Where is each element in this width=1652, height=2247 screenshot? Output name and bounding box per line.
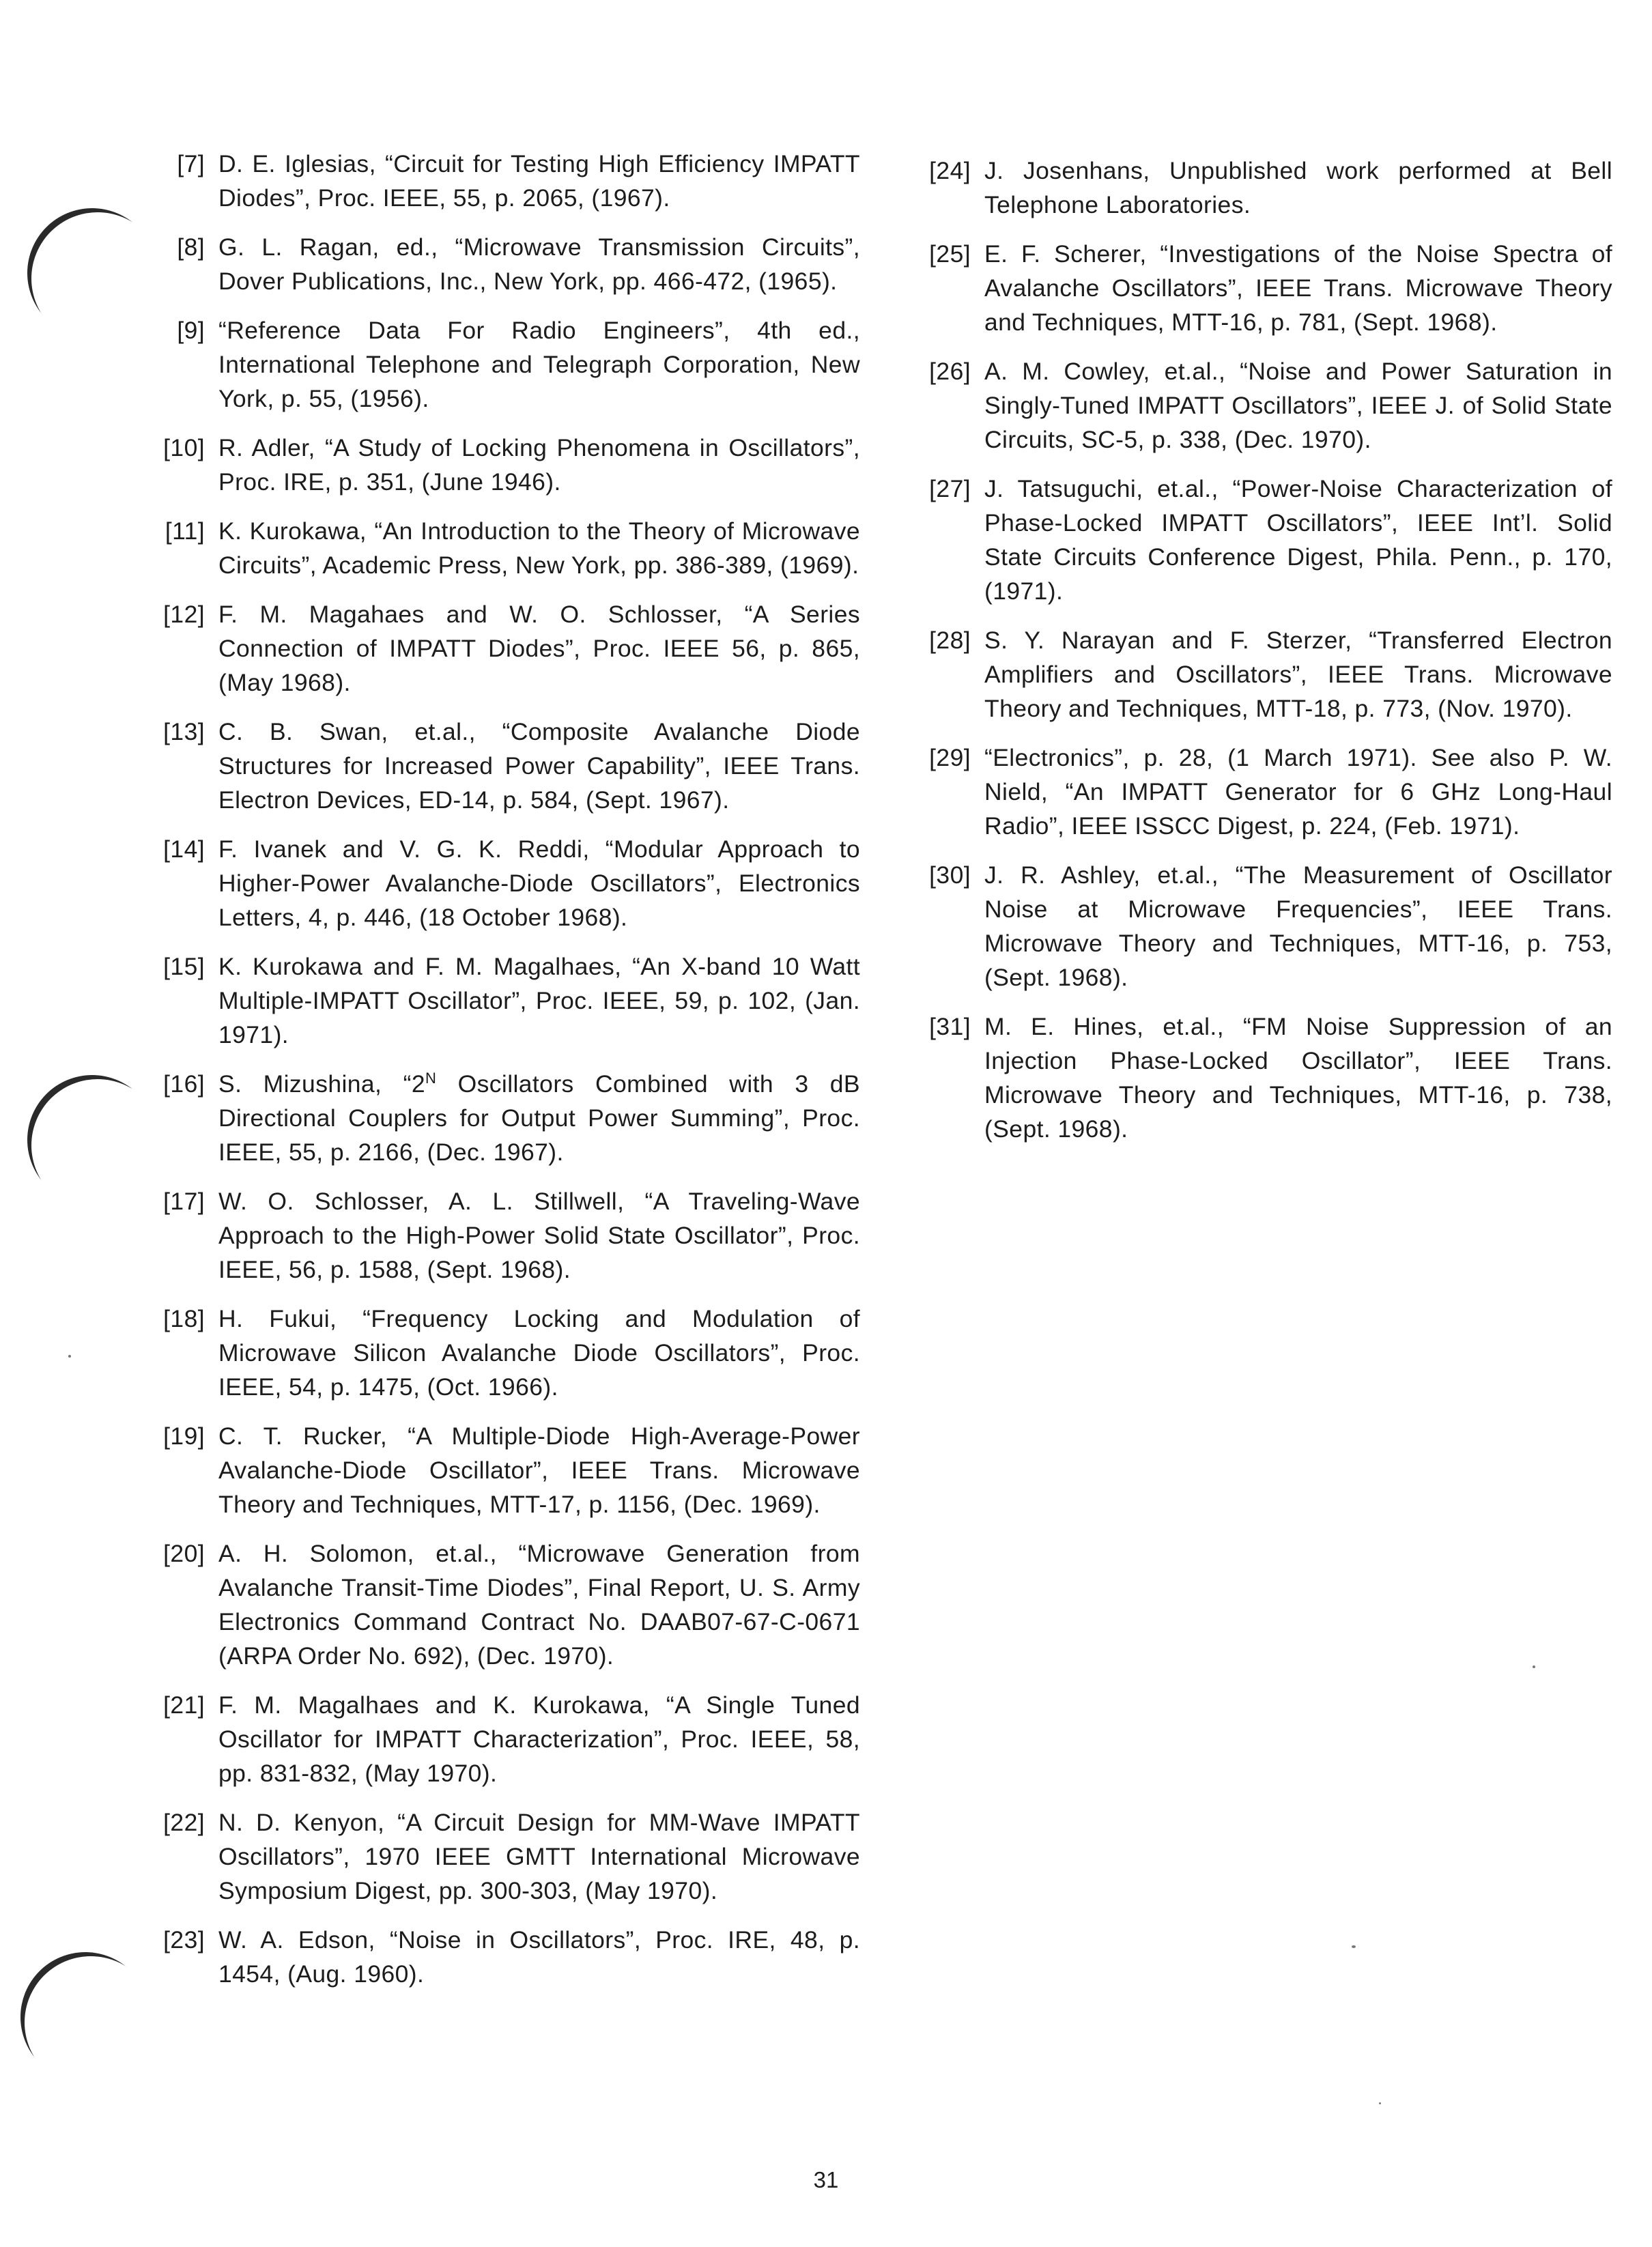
reference-text: “Reference Data For Radio Engineers”, 4th ed., International Telephone and Telegraph Corporation, New York, p. 55, (1956).: [218, 317, 860, 412]
reference-item: [143, 514, 860, 582]
reference-text: D. E. Iglesias, “Circuit for Testing High Efficiency IMPATT Diodes”, Proc. IEEE, 55, p. 2065, (1967).: [218, 150, 860, 212]
reference-text: F. M. Magahaes and W. O. Schlosser, “A Series Connection of IMPATT Diodes”, Proc. IEEE 56, p. 865, (May 1968).: [218, 601, 860, 696]
reference-number: [22]: [163, 1809, 205, 1836]
reference-item: [143, 1302, 860, 1404]
reference-item: [143, 1419, 860, 1521]
reference-item: [909, 237, 1612, 339]
reference-text: S. Y. Narayan and F. Sterzer, “Transferred Electron Amplifiers and Oscillators”, IEEE Trans. Microwave Theory and Techniques, MTT-18, p. 773, (Nov. 1970).: [984, 627, 1612, 722]
scan-speck: [1352, 1945, 1356, 1948]
reference-text: C. T. Rucker, “A Multiple-Diode High-Average-Power Avalanche-Diode Oscillator”, IEEE Trans. Microwave Theory and Techniques, MTT-17, p. 1156, (Dec. 1969).: [218, 1422, 860, 1518]
reference-text: C. B. Swan, et.al., “Composite Avalanche Diode Structures for Increased Power Capability”, IEEE Trans. Electron Devices, ED-14, p. 584, (Sept. 1967).: [218, 718, 860, 814]
page-number: 31: [813, 2167, 839, 2192]
scan-speck: [68, 1355, 71, 1358]
reference-item: [143, 715, 860, 817]
reference-text: F. M. Magalhaes and K. Kurokawa, “A Single Tuned Oscillator for IMPATT Characterization”, Proc. IEEE, 58, pp. 831-832, (May 1970).: [218, 1691, 860, 1787]
reference-text: R. Adler, “A Study of Locking Phenomena in Oscillators”, Proc. IRE, p. 351, (June 1946).: [218, 434, 860, 496]
reference-number: [17]: [163, 1188, 205, 1215]
reference-item: [909, 1010, 1612, 1146]
reference-number: [31]: [929, 1013, 971, 1040]
reference-item: [143, 1536, 860, 1673]
reference-number: [25]: [929, 240, 971, 268]
punch-hole-top: [27, 208, 157, 338]
reference-number: [18]: [163, 1305, 205, 1332]
reference-item: [143, 1688, 860, 1790]
references-column-left: [143, 147, 860, 2006]
reference-text: J. Tatsuguchi, et.al., “Power-Noise Characterization of Phase-Locked IMPATT Oscillators”, IEEE Int’l. Solid State Circuits Conference Digest, Phila. Penn., p. 170, (1971).: [984, 475, 1612, 605]
reference-number: [9]: [177, 317, 205, 344]
reference-number: [23]: [163, 1926, 205, 1953]
reference-item: [143, 313, 860, 416]
reference-number: [8]: [177, 233, 205, 261]
reference-text: M. E. Hines, et.al., “FM Noise Suppression of an Injection Phase-Locked Oscillator”, IEEE Trans. Microwave Theory and Techniques, MTT-16, p. 738, (Sept. 1968).: [984, 1013, 1612, 1143]
reference-text: F. Ivanek and V. G. K. Reddi, “Modular Approach to Higher-Power Avalanche-Diode Oscillators”, Electronics Letters, 4, p. 446, (18 October 1968).: [218, 835, 860, 931]
reference-text: N. D. Kenyon, “A Circuit Design for MM-Wave IMPATT Oscillators”, 1970 IEEE GMTT International Microwave Symposium Digest, pp. 300-303, (May 1970).: [218, 1809, 860, 1904]
reference-text: A. H. Solomon, et.al., “Microwave Generation from Avalanche Transit-Time Diodes”, Final Report, U. S. Army Electronics Command Contract No. DAAB07-67-C-0671 (ARPA Order No. 692), (Dec. 1970).: [218, 1540, 860, 1670]
reference-text: [218, 1067, 860, 1169]
reference-item: [143, 597, 860, 700]
reference-number: [13]: [163, 718, 205, 745]
reference-number: [12]: [163, 601, 205, 628]
reference-number: [27]: [929, 475, 971, 502]
reference-number: [26]: [929, 358, 971, 385]
punch-hole-middle: [27, 1075, 157, 1205]
reference-text: W. A. Edson, “Noise in Oscillators”, Proc. IRE, 48, p. 1454, (Aug. 1960).: [218, 1926, 860, 1988]
scan-speck: [1533, 1665, 1535, 1668]
reference-text: K. Kurokawa and F. M. Magalhaes, “An X-band 10 Watt Multiple-IMPATT Oscillator”, Proc. IEEE, 59, p. 102, (Jan. 1971).: [218, 953, 860, 1048]
reference-item: [143, 1067, 860, 1169]
reference-number: [24]: [929, 157, 971, 184]
reference-number: [15]: [163, 953, 205, 980]
reference-text: K. Kurokawa, “An Introduction to the Theory of Microwave Circuits”, Academic Press, New York, pp. 386-389, (1969).: [218, 517, 860, 579]
reference-text: J. R. Ashley, et.al., “The Measurement of Oscillator Noise at Microwave Frequencies”, IEEE Trans. Microwave Theory and Techniques, MTT-16, p. 753, (Sept. 1968).: [984, 861, 1612, 991]
reference-item: [143, 147, 860, 215]
reference-item: [143, 1805, 860, 1908]
reference-item: [909, 858, 1612, 994]
reference-item: [909, 472, 1612, 608]
reference-number: [19]: [163, 1422, 205, 1450]
reference-item: [909, 154, 1612, 222]
reference-text: A. M. Cowley, et.al., “Noise and Power Saturation in Singly-Tuned IMPATT Oscillators”, IEEE J. of Solid State Circuits, SC-5, p. 338, (Dec. 1970).: [984, 358, 1612, 453]
superscript: N: [425, 1070, 437, 1087]
reference-number: [29]: [929, 744, 971, 771]
reference-text-pre: S. Mizushina, “2: [218, 1070, 425, 1098]
references-column-right: [909, 154, 1612, 1161]
reference-text: H. Fukui, “Frequency Locking and Modulation of Microwave Silicon Avalanche Diode Oscillators”, Proc. IEEE, 54, p. 1475, (Oct. 1966).: [218, 1305, 860, 1401]
reference-text: “Electronics”, p. 28, (1 March 1971). See also P. W. Nield, “An IMPATT Generator for 6 GHz Long-Haul Radio”, IEEE ISSCC Digest, p. 224, (Feb. 1971).: [984, 744, 1612, 840]
reference-number: [11]: [165, 517, 205, 545]
reference-text: E. F. Scherer, “Investigations of the Noise Spectra of Avalanche Oscillators”, IEEE Trans. Microwave Theory and Techniques, MTT-16, p. 781, (Sept. 1968).: [984, 240, 1612, 336]
reference-number: [20]: [163, 1540, 205, 1567]
reference-item: [143, 1923, 860, 1991]
reference-text: J. Josenhans, Unpublished work performed at Bell Telephone Laboratories.: [984, 157, 1612, 218]
reference-item: [143, 230, 860, 298]
reference-text: W. O. Schlosser, A. L. Stillwell, “A Traveling-Wave Approach to the High-Power Solid State Oscillator”, Proc. IEEE, 56, p. 1588, (Sept. 1968).: [218, 1188, 860, 1283]
reference-number: [14]: [163, 835, 205, 863]
reference-text: G. L. Ragan, ed., “Microwave Transmission Circuits”, Dover Publications, Inc., New York, pp. 466-472, (1965).: [218, 233, 860, 295]
reference-number: [7]: [177, 150, 205, 177]
reference-number: [30]: [929, 861, 971, 889]
reference-item: [909, 354, 1612, 457]
reference-item: [143, 431, 860, 499]
punch-hole-bottom: [20, 1952, 150, 2082]
reference-item: [143, 1184, 860, 1287]
reference-number: [10]: [163, 434, 205, 461]
reference-item: [909, 741, 1612, 843]
reference-number: [28]: [929, 627, 971, 654]
reference-item: [909, 623, 1612, 726]
reference-item: [143, 832, 860, 934]
reference-text-post: Oscillators Combined with 3 dB Directional Couplers for Output Power Summing”, Proc. IEEE, 55, p. 2166, (Dec. 1967).: [218, 1070, 860, 1166]
reference-number: [16]: [163, 1070, 205, 1098]
scan-speck: [1379, 2102, 1381, 2104]
reference-number: [21]: [163, 1691, 205, 1719]
reference-item: [143, 949, 860, 1052]
